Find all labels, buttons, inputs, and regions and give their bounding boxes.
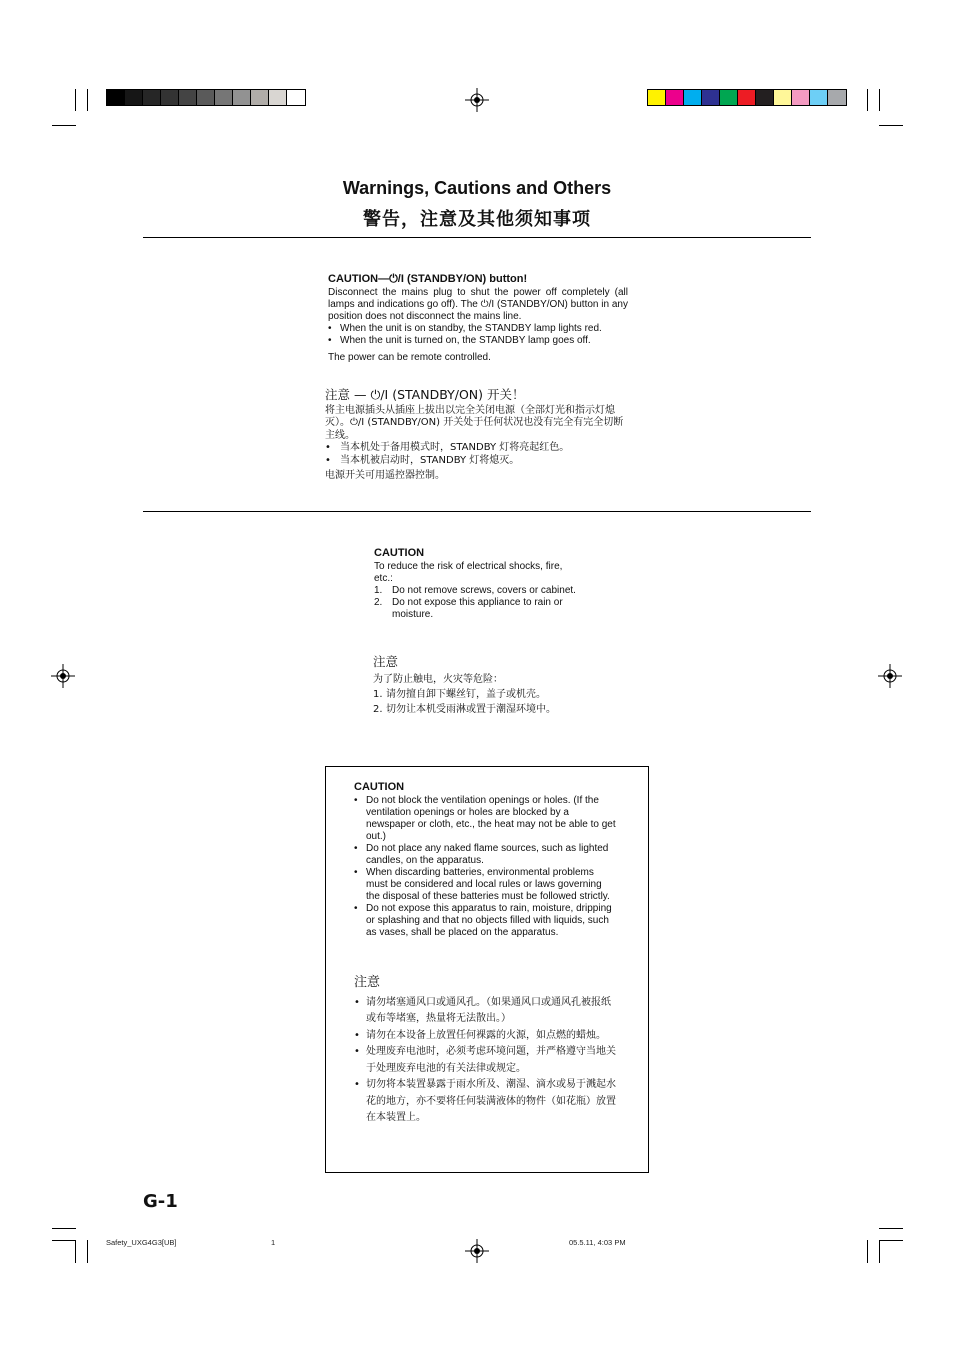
color-swatch xyxy=(251,90,269,105)
color-swatch xyxy=(215,90,233,105)
color-calibration-bar xyxy=(647,89,847,106)
box-caution-chinese xyxy=(354,975,616,1127)
list-item: • Do not place any naked flame sources, such as lighted candles, on the apparatus. xyxy=(354,843,609,866)
crop-mark xyxy=(867,1240,868,1263)
crop-mark xyxy=(52,125,76,126)
body-text: Disconnect the mains plug to shut the power off completely (all lamps and indications go off). The ⏻/I (STANDBY/ON) button in any position does not disconnect the mains line. xyxy=(328,287,628,322)
list-item: • 当本机被启动时，STANDBY 灯将熄灭。 xyxy=(325,454,520,466)
list-item: • When the unit is turned on, the STANDBY lamp goes off. xyxy=(328,335,591,346)
crop-mark xyxy=(75,1240,76,1263)
crop-mark xyxy=(52,1228,76,1229)
color-swatch xyxy=(702,90,720,105)
list-item: • When discarding batteries, environmental problems must be considered and local rules or laws governing the disposal of these batteries must be followed strictly. xyxy=(354,867,610,902)
section-heading: 注意 xyxy=(354,975,381,990)
crop-mark xyxy=(75,89,76,111)
registration-mark-icon xyxy=(878,664,902,688)
color-swatch xyxy=(810,90,828,105)
crop-mark xyxy=(879,89,880,111)
color-swatch xyxy=(107,90,125,105)
body-text: 将主电源插头从插座上拔出以完全关闭电源（全部灯光和指示灯熄灭）。⏻/I (STANDBY/ON) 开关处于任何状况也没有完全有完全切断主线。 xyxy=(325,404,624,441)
color-swatch xyxy=(756,90,774,105)
list-item: • Do not expose this apparatus to rain, moisture, dripping or splashing and that no objects filled with liquids, such as vases, shall be placed on the apparatus. xyxy=(354,903,612,938)
registration-mark-icon xyxy=(465,1239,489,1263)
color-swatch xyxy=(648,90,666,105)
list-item: • 请勿在本设备上放置任何裸露的火源，如点燃的蜡烛。 xyxy=(354,1029,606,1041)
color-swatch xyxy=(720,90,738,105)
list-item: • Do not block the ventilation openings or holes. (If the ventilation openings or holes are blocked by a newspaper or cloth, etc., the heat may not be able to get out.) xyxy=(354,795,616,842)
color-swatch xyxy=(269,90,287,105)
color-swatch xyxy=(287,90,305,105)
footer-date: 05.5.11, 4:03 PM xyxy=(569,1238,626,1247)
divider xyxy=(143,511,811,512)
crop-mark xyxy=(879,1228,903,1229)
page-title: Warnings, Cautions and Others xyxy=(342,178,612,198)
footer-page: 1 xyxy=(271,1238,276,1247)
list-item: 2. Do not expose this appliance to rain or moisture. xyxy=(374,597,563,620)
caution-english xyxy=(374,547,579,621)
section-heading: 注意 — ⏻/I (STANDBY/ON) 开关！ xyxy=(325,387,525,402)
crop-mark xyxy=(52,1240,76,1241)
section-heading: CAUTION xyxy=(374,547,425,559)
color-swatch xyxy=(738,90,756,105)
color-swatch xyxy=(792,90,810,105)
crop-mark xyxy=(879,1240,880,1263)
footer-filename: Safety_UXG4G3[UB] xyxy=(106,1238,177,1247)
standby-caution-english xyxy=(328,273,628,364)
list-item: 1. Do not remove screws, covers or cabinet. xyxy=(374,585,576,596)
color-swatch xyxy=(197,90,215,105)
crop-mark xyxy=(879,125,903,126)
list-item: • 处理废弃电池时，必须考虑环境问题，并严格遵守当地关于处理废弃电池的有关法律或规定。 xyxy=(354,1046,616,1074)
gray-calibration-bar xyxy=(106,89,306,106)
color-swatch xyxy=(666,90,684,105)
crop-mark xyxy=(87,89,88,111)
list-item: • 请勿堵塞通风口或通风孔。（如果通风口或通风孔被报纸或布等堵塞，热量将无法散出。） xyxy=(354,996,611,1024)
box-caution-english xyxy=(354,781,616,939)
standby-caution-chinese xyxy=(325,389,631,483)
list-item: • When the unit is on standby, the STANDBY lamp lights red. xyxy=(328,323,602,334)
list-item: 1. 请勿擅自卸下螺丝钉，盖子或机壳。 xyxy=(373,689,546,700)
crop-mark xyxy=(867,89,868,111)
registration-mark-icon xyxy=(51,664,75,688)
color-swatch xyxy=(774,90,792,105)
list-item: • 切勿将本装置暴露于雨水所及、潮湿、滴水或易于溅起水花的地方，亦不要将任何装满液体的物件（如花瓶）放置在本装置上。 xyxy=(354,1079,616,1123)
registration-mark-icon xyxy=(465,88,489,112)
color-swatch xyxy=(684,90,702,105)
color-swatch xyxy=(125,90,143,105)
list-item: 2. 切勿让本机受雨淋或置于潮湿环境中。 xyxy=(373,704,556,715)
divider xyxy=(143,237,811,238)
section-heading: 注意 xyxy=(373,654,399,669)
list-item: • 当本机处于备用模式时，STANDBY 灯将亮起红色。 xyxy=(325,442,570,453)
caution-chinese xyxy=(373,654,613,717)
note-text: 电源开关可用遥控器控制。 xyxy=(325,470,445,481)
page-title-chinese: 警告，注意及其他须知事项 xyxy=(363,209,591,230)
color-swatch xyxy=(233,90,251,105)
crop-mark xyxy=(87,1240,88,1263)
intro-text: To reduce the risk of electrical shocks, fire, etc.: xyxy=(374,561,563,584)
color-swatch xyxy=(828,90,846,105)
color-swatch xyxy=(143,90,161,105)
section-heading: CAUTION—⏻/I (STANDBY/ON) button! xyxy=(328,273,528,285)
intro-text: 为了防止触电，火灾等危险： xyxy=(373,674,503,685)
color-swatch xyxy=(179,90,197,105)
color-swatch xyxy=(161,90,179,105)
page-number: G-1 xyxy=(143,1191,178,1212)
note-text: The power can be remote controlled. xyxy=(328,352,491,363)
section-heading: CAUTION xyxy=(354,781,405,793)
crop-mark xyxy=(879,1240,903,1241)
